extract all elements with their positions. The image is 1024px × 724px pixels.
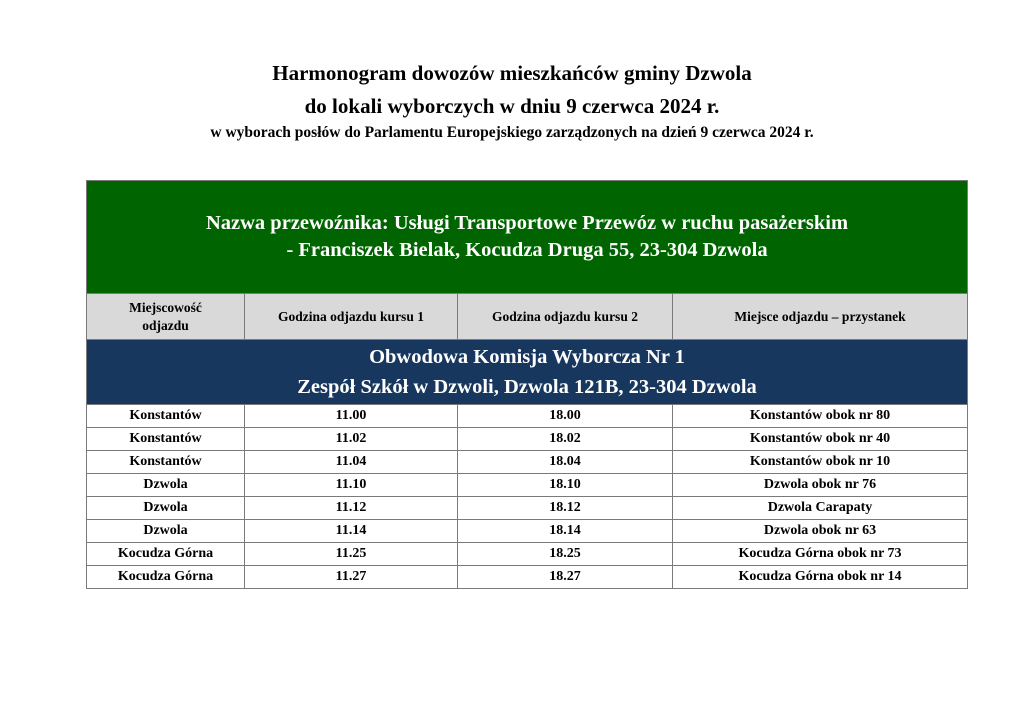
cell-departure2: 18.25	[458, 543, 673, 566]
column-header-locality-line2: odjazdu	[142, 317, 189, 333]
cell-departure2: 18.02	[458, 428, 673, 451]
cell-departure2: 18.04	[458, 451, 673, 474]
cell-departure1: 11.27	[245, 566, 458, 589]
column-header-stop: Miejsce odjazdu – przystanek	[673, 294, 968, 340]
carrier-header-row	[87, 181, 968, 294]
table-row	[87, 520, 968, 543]
transport-schedule-table	[86, 180, 968, 589]
cell-departure1: 11.25	[245, 543, 458, 566]
carrier-name-cell	[87, 181, 968, 294]
cell-departure1: 11.04	[245, 451, 458, 474]
table-row	[87, 428, 968, 451]
document-subtitle: do lokali wyborczych w dniu 9 czerwca 2024 r.	[304, 94, 720, 118]
cell-departure1: 11.02	[245, 428, 458, 451]
cell-locality: Kocudza Górna	[87, 543, 245, 566]
cell-locality: Dzwola	[87, 520, 245, 543]
commission-address: Zespół Szkół w Dzwoli, Dzwola 121B, 23-304 Dzwola	[297, 376, 757, 398]
table-row	[87, 543, 968, 566]
cell-locality: Kocudza Górna	[87, 566, 245, 589]
cell-departure2: 18.14	[458, 520, 673, 543]
carrier-name-line1: Nazwa przewoźnika: Usługi Transportowe Przewóz w ruchu pasażerskim	[205, 212, 849, 234]
table-row	[87, 474, 968, 497]
cell-stop: Kocudza Górna obok nr 73	[673, 543, 968, 566]
table-row	[87, 497, 968, 520]
cell-departure1: 11.14	[245, 520, 458, 543]
cell-stop: Kocudza Górna obok nr 14	[673, 566, 968, 589]
commission-cell	[87, 340, 968, 405]
cell-locality: Dzwola	[87, 497, 245, 520]
cell-stop: Konstantów obok nr 10	[673, 451, 968, 474]
cell-stop: Dzwola Carapaty	[673, 497, 968, 520]
document-title-block	[0, 58, 1024, 144]
column-header-departure1: Godzina odjazdu kursu 1	[245, 294, 458, 340]
cell-departure1: 11.10	[245, 474, 458, 497]
cell-locality: Konstantów	[87, 405, 245, 428]
cell-stop: Konstantów obok nr 80	[673, 405, 968, 428]
cell-locality: Konstantów	[87, 451, 245, 474]
table-row	[87, 566, 968, 589]
cell-locality: Dzwola	[87, 474, 245, 497]
column-header-locality	[87, 294, 245, 340]
cell-locality: Konstantów	[87, 428, 245, 451]
column-header-departure2: Godzina odjazdu kursu 2	[458, 294, 673, 340]
carrier-name-line2: - Franciszek Bielak, Kocudza Druga 55, 23-304 Dzwola	[286, 239, 768, 261]
table-row	[87, 405, 968, 428]
cell-departure1: 11.00	[245, 405, 458, 428]
cell-departure2: 18.10	[458, 474, 673, 497]
cell-departure1: 11.12	[245, 497, 458, 520]
cell-departure2: 18.27	[458, 566, 673, 589]
cell-departure2: 18.00	[458, 405, 673, 428]
document-election-note: w wyborach posłów do Parlamentu Europejskiego zarządzonych na dzień 9 czerwca 2024 r.	[210, 124, 814, 141]
cell-departure2: 18.12	[458, 497, 673, 520]
cell-stop: Dzwola obok nr 63	[673, 520, 968, 543]
document-title: Harmonogram dowozów mieszkańców gminy Dzwola	[272, 61, 752, 85]
column-header-row	[87, 294, 968, 340]
cell-stop: Konstantów obok nr 40	[673, 428, 968, 451]
commission-name: Obwodowa Komisja Wyborcza Nr 1	[369, 346, 685, 368]
column-header-locality-line1: Miejscowość	[129, 299, 202, 315]
table-row	[87, 451, 968, 474]
commission-header-row	[87, 340, 968, 405]
cell-stop: Dzwola obok nr 76	[673, 474, 968, 497]
